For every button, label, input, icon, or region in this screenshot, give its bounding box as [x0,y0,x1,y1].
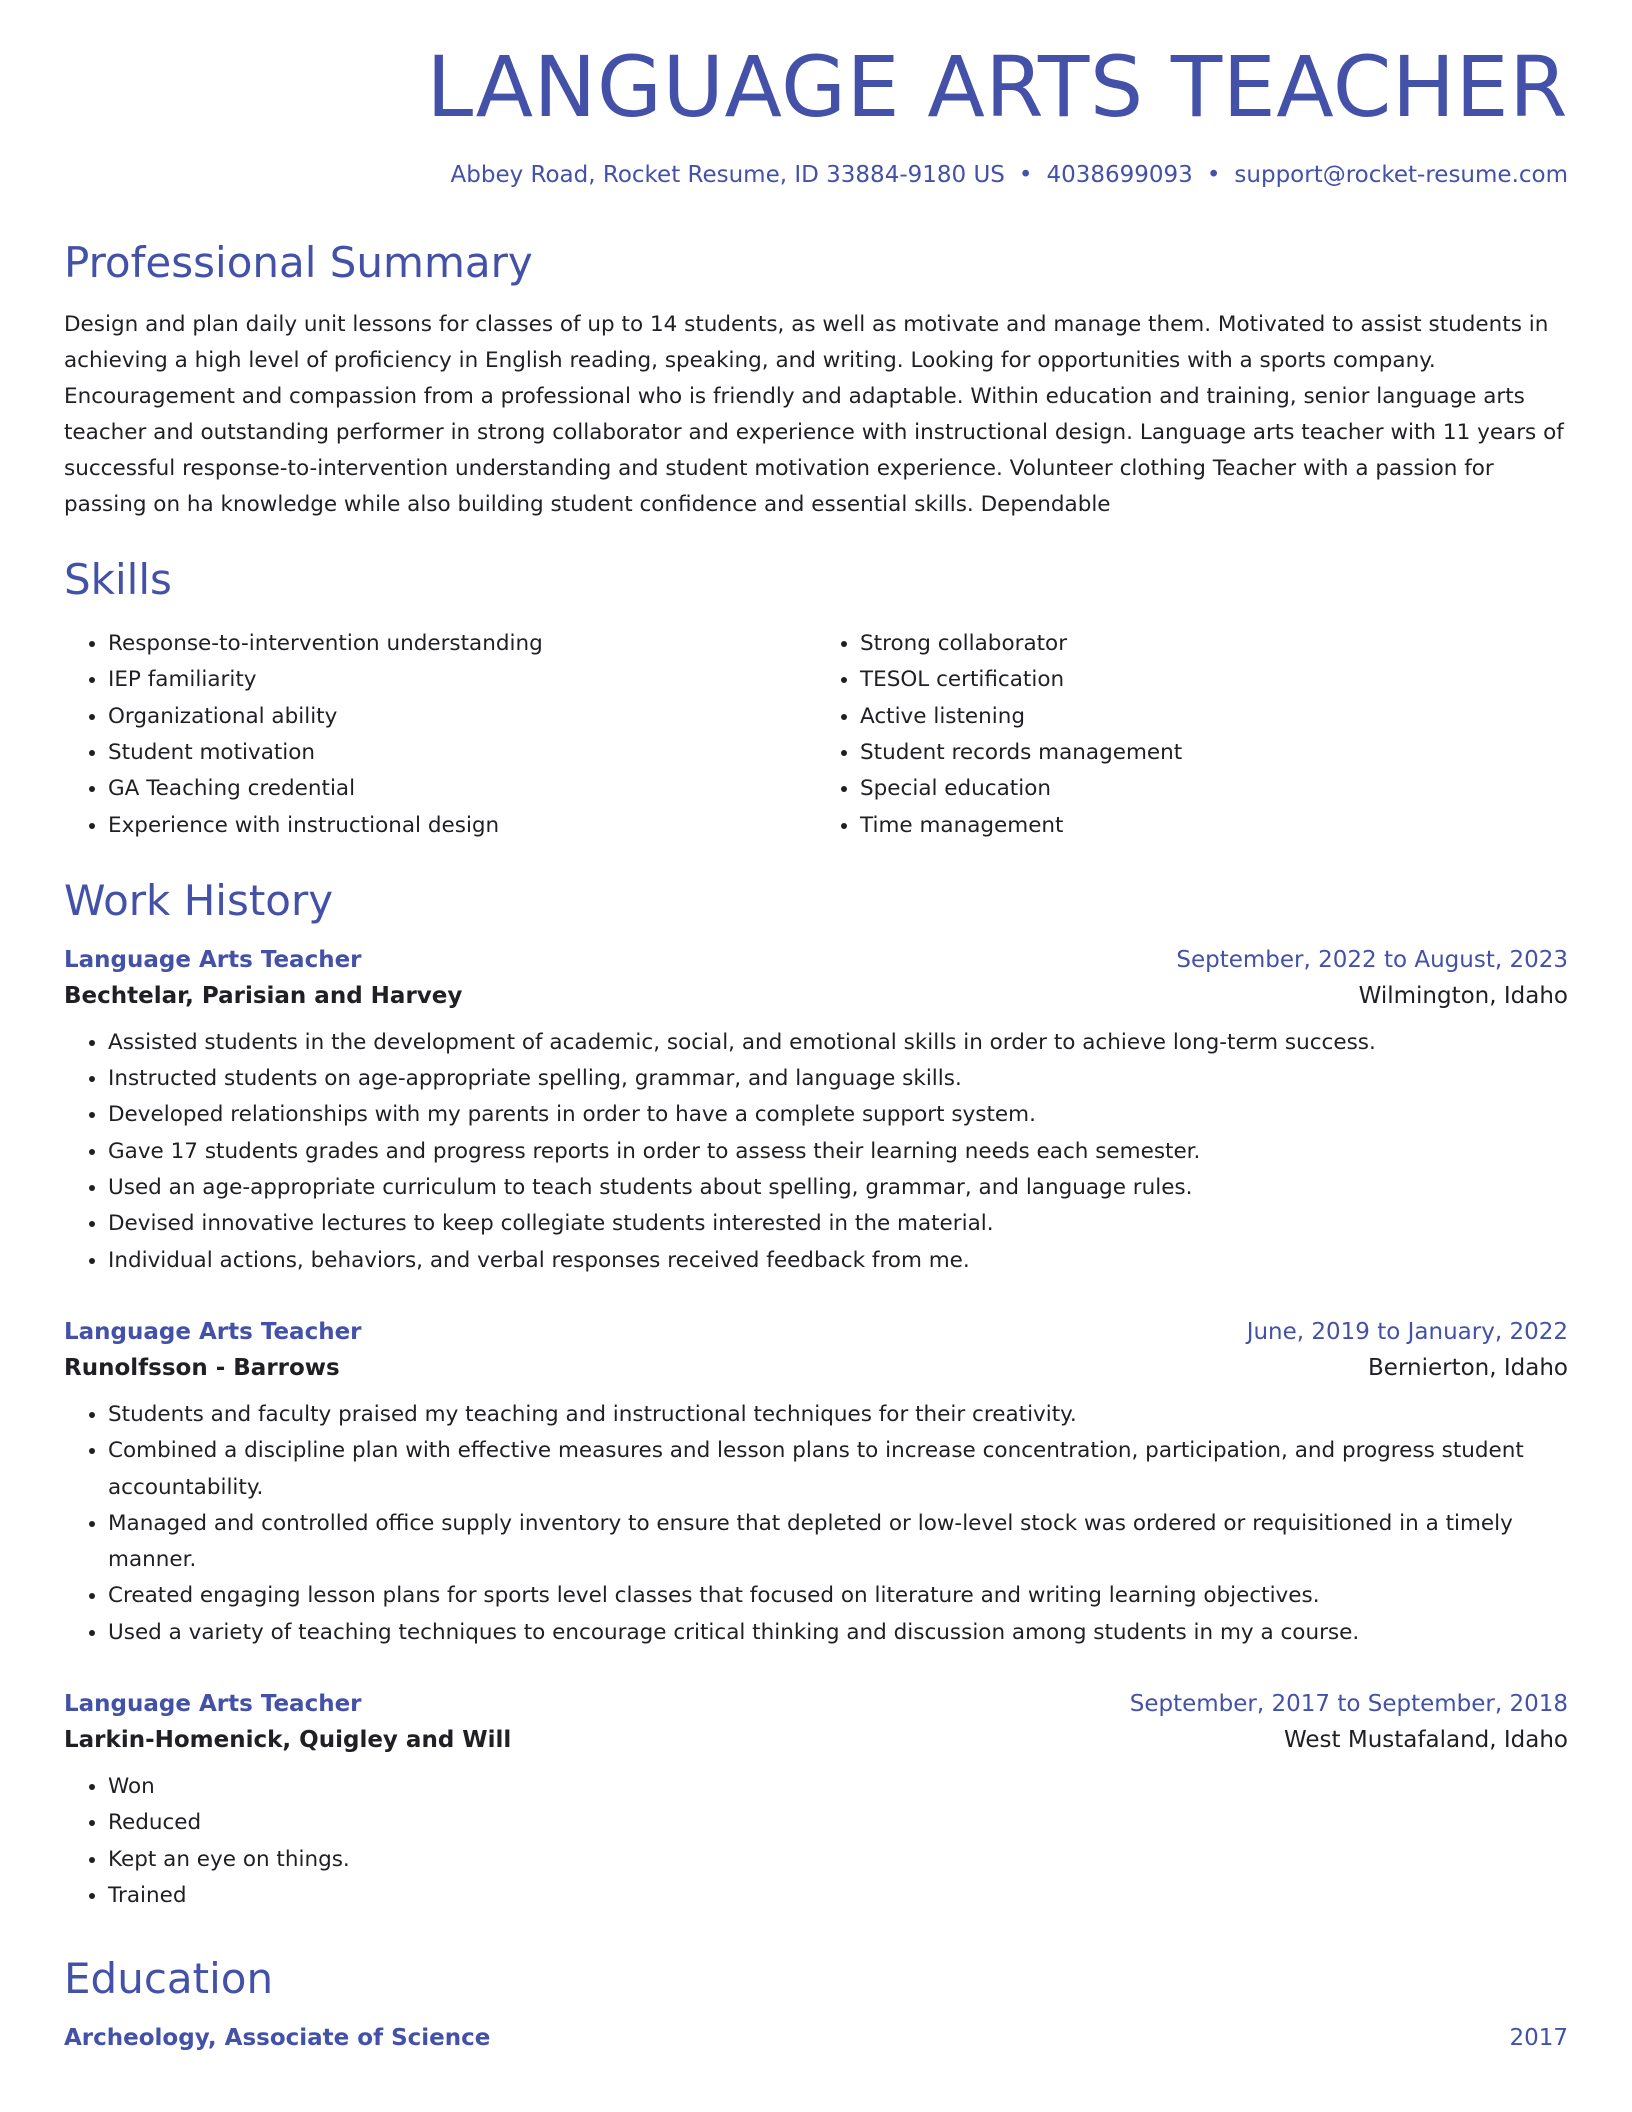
skills-list-right [816,626,1568,844]
job-bullet: • Individual actions, behaviors, and verbal responses received feedback from me. [108,1243,1568,1279]
education-section [64,1954,1568,2051]
skill-item: • Response-to-intervention understanding [108,626,816,662]
job-header-row [64,1691,1568,1717]
skill-item: • Time management [860,808,1568,844]
company-name: Bechtelar, Parisian and Harvey [64,982,463,1009]
job-bullet: • Trained [108,1878,1568,1914]
job-bullet: • Won [108,1769,1568,1805]
contact-separator: • [1018,162,1033,189]
section-title-skills: Skills [64,555,172,605]
skill-item: • Student motivation [108,735,816,771]
skill-item: • Organizational ability [108,699,816,735]
candidate-name: LANGUAGE ARTS TEACHER [426,38,1568,136]
job-bullet: • Devised innovative lectures to keep collegiate students interested in the material. [108,1206,1568,1242]
job-bullet: • Reduced [108,1805,1568,1841]
resume-page [64,40,1568,2051]
job-bullet: • Gave 17 students grades and progress reports in order to assess their learning needs each semester. [108,1134,1568,1170]
job-company-row [64,1727,1568,1753]
graduation-year: 2017 [1509,2025,1568,2052]
company-name: Runolfsson - Barrows [64,1354,340,1381]
job-bullet: • Kept an eye on things. [108,1842,1568,1878]
job-dates: September, 2017 to September, 2018 [1129,1691,1568,1718]
skill-item: • Student records management [860,735,1568,771]
phone-text: 4038699093 [1046,162,1193,189]
job-bullets [64,1769,1568,1914]
job-bullet: • Managed and controlled office supply inventory to ensure that depleted or low-level stock was ordered or requisitioned in a timely manner. [108,1506,1568,1579]
job-company-row [64,1355,1568,1381]
resume-header [64,40,1568,188]
contact-separator: • [1206,162,1221,189]
job-dates: September, 2022 to August, 2023 [1176,946,1568,973]
job-bullet: • Created engaging lesson plans for sports level classes that focused on literature and writing learning objectives. [108,1578,1568,1614]
job-bullets [64,1025,1568,1279]
job-bullet: • Assisted students in the development of academic, social, and emotional skills in order to achieve long-term success. [108,1025,1568,1061]
contact-line [64,162,1568,188]
skill-item: • Active listening [860,699,1568,735]
job-entry [64,1691,1568,1914]
job-title: Language Arts Teacher [64,1318,362,1345]
job-bullet: • Combined a discipline plan with effective measures and lesson plans to increase concentration, participation, and progress student accountability. [108,1433,1568,1506]
skill-item: • IEP familiarity [108,662,816,698]
skills-section [64,555,1568,844]
job-title: Language Arts Teacher [64,946,362,973]
section-title-summary: Professional Summary [64,238,533,288]
summary-text: Design and plan daily unit lessons for classes of up to 14 students, as well as motivate and manage them. Motivated to assist students in achieving a high level of proficiency in English reading, speaking, and writing. Looking for opportunities with a sports company. Encouragement and compassion from a professional who is friendly and adaptable. Within education and training, senior language arts teacher and outstanding performer in strong collaborator and experience with instructional design. Language arts teacher with 11 years of successful response-to-intervention understanding and student motivation experience. Volunteer clothing Teacher with a passion for passing on ha knowledge while also building student confidence and essential skills. Dependable [64,312,1564,518]
company-name: Larkin-Homenick, Quigley and Will [64,1727,512,1754]
email-link[interactable]: support@rocket-resume.com [1234,162,1568,189]
job-location: West Mustafaland, Idaho [1284,1727,1568,1754]
job-entry [64,1319,1568,1651]
job-location: Bernierton, Idaho [1368,1354,1568,1381]
work-history-section [64,876,1568,1914]
section-title-education: Education [64,1954,274,2004]
skill-item: • GA Teaching credential [108,771,816,807]
skill-item: • TESOL certification [860,662,1568,698]
job-bullet: • Developed relationships with my parents in order to have a complete support system. [108,1097,1568,1133]
job-company-row [64,983,1568,1009]
skill-item: • Special education [860,771,1568,807]
education-row [64,2025,1568,2051]
section-title-work-history: Work History [64,875,334,925]
job-location: Wilmington, Idaho [1358,982,1568,1009]
skills-grid [64,626,1568,844]
job-bullet: • Used an age-appropriate curriculum to teach students about spelling, grammar, and language rules. [108,1170,1568,1206]
job-bullet: • Students and faculty praised my teaching and instructional techniques for their creativity. [108,1397,1568,1433]
job-bullet: • Used a variety of teaching techniques to encourage critical thinking and discussion among students in my a course. [108,1615,1568,1651]
job-header-row [64,947,1568,973]
job-title: Language Arts Teacher [64,1691,362,1718]
address-text: Abbey Road, Rocket Resume, ID 33884-9180 US [450,162,1005,189]
skill-item: • Experience with instructional design [108,808,816,844]
skill-item: • Strong collaborator [860,626,1568,662]
professional-summary-section [64,238,1568,523]
job-header-row [64,1319,1568,1345]
job-bullet: • Instructed students on age-appropriate spelling, grammar, and language skills. [108,1061,1568,1097]
job-dates: June, 2019 to January, 2022 [1246,1318,1568,1345]
degree-name: Archeology, Associate of Science [64,2025,491,2052]
job-entry [64,947,1568,1279]
skills-list-left [64,626,816,844]
job-bullets [64,1397,1568,1651]
